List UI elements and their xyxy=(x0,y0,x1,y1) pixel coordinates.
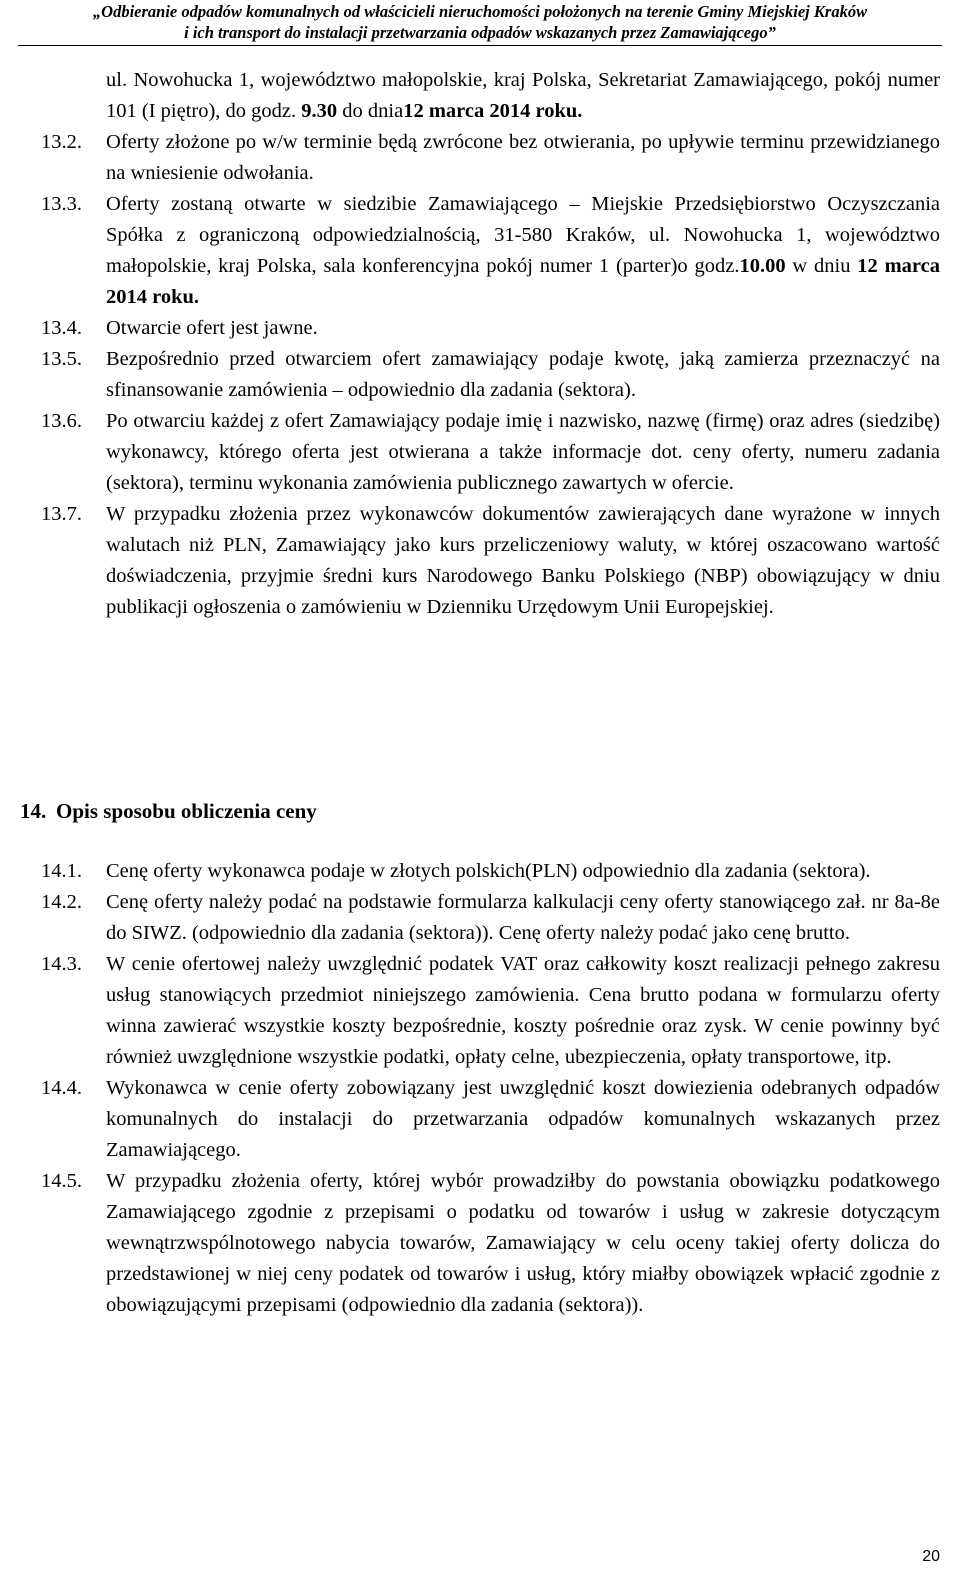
item-text: Oferty zostaną otwarte w siedzibie Zamawiającego – Miejskie Przedsiębiorstwo Oczyszczania Spółka z ograniczoną odpowiedzialnością, 31-580 Kraków, ul. Nowohucka 1, województwo małopolskie, kraj Polska, sala konferencyjna pokój numer 1 (parter)o godz.10.00 w dniu 12 marca 2014 roku. xyxy=(106,193,941,308)
page-number: 20 xyxy=(922,1548,940,1565)
item-number: 13.5. xyxy=(41,348,82,370)
list-item-13-3 xyxy=(41,189,941,313)
list-item-14-4 xyxy=(41,1073,940,1166)
list-item-14-1 xyxy=(41,856,940,887)
item-number: 14.5. xyxy=(41,1170,82,1192)
list-item-14-3 xyxy=(41,949,940,1073)
section-heading-14 xyxy=(20,796,317,827)
list-item-13-5 xyxy=(41,344,940,406)
item-text: Oferty złożone po w/w terminie będą zwrócone bez otwierania, po upływie terminu przewidzianego na wniesienie odwołania. xyxy=(106,131,940,184)
item-text: Bezpośrednio przed otwarciem ofert zamawiający podaje kwotę, jaką zamierza przeznaczyć na sfinansowanie zamówienia – odpowiednio dla zadania (sektora). xyxy=(106,348,940,401)
item-number: 13.3. xyxy=(41,193,82,215)
item-number: 14.3. xyxy=(41,953,82,975)
section-14-body xyxy=(41,856,940,1321)
list-item-13-4 xyxy=(41,313,940,344)
list-item-13-7 xyxy=(41,499,940,623)
item-number: 13.4. xyxy=(41,317,82,339)
header-line-1: „Odbieranie odpadów komunalnych od właścicieli nieruchomości położonych na terenie Gminy Miejskiej Kraków xyxy=(92,2,868,21)
list-item-13-2 xyxy=(41,127,940,189)
continuation-paragraph: ul. Nowohucka 1, województwo małopolskie, kraj Polska, Sekretariat Zamawiającego, pokój numer 101 (I piętro), do godz. 9.30 do dnia12 marca 2014 roku. xyxy=(106,69,940,122)
list-item-14-2 xyxy=(41,887,940,949)
list-item-14-5 xyxy=(41,1166,940,1321)
item-text: Cenę oferty wykonawca podaje w złotych polskich(PLN) odpowiednio dla zadania (sektora). xyxy=(106,860,871,882)
list-item-13-6 xyxy=(41,406,940,499)
item-number: 13.6. xyxy=(41,410,82,432)
item-number: 14.1. xyxy=(41,860,82,882)
item-text: W cenie ofertowej należy uwzględnić podatek VAT oraz całkowity koszt realizacji pełnego zakresu usług stanowiących przedmiot niniejszego zamówienia. Cena brutto podana w formularzu oferty winna zawierać wszystkie koszty bezpośrednie, koszty pośrednie oraz zysk. W cenie powinny być również uwzględnione wszystkie podatki, opłaty celne, ubezpieczenia, opłaty transportowe, itp. xyxy=(106,953,940,1068)
item-number: 13.7. xyxy=(41,503,82,525)
running-header xyxy=(0,0,960,43)
section-13-body xyxy=(41,65,941,623)
header-line-2: i ich transport do instalacji przetwarzania odpadów wskazanych przez Zamawiającego” xyxy=(184,23,776,42)
item-text: W przypadku złożenia przez wykonawców dokumentów zawierających dane wyrażone w innych walutach niż PLN, Zamawiający jako kurs przeliczeniowy waluty, w której oszacowano wartość doświadczenia, przyjmie średni kurs Narodowego Banku Polskiego (NBP) obowiązujący w dniu publikacji ogłoszenia o zamówieniu w Dzienniku Urzędowym Unii Europejskiej. xyxy=(106,503,940,618)
item-text: W przypadku złożenia oferty, której wybór prowadziłby do powstania obowiązku podatkowego Zamawiającego zgodnie z przepisami o podatku od towarów i usług w zakresie dotyczącym wewnątrzwspólnotowego nabycia towarów, Zamawiający w celu oceny takiej oferty dolicza do przedstawionej w niej ceny podatek od towarów i usług, który miałby obowiązek wpłacić zgodnie z obowiązującymi przepisami (odpowiednio dla zadania (sektora)). xyxy=(106,1170,940,1316)
item-text: Wykonawca w cenie oferty zobowiązany jest uwzględnić koszt dowiezienia odebranych odpadów komunalnych do instalacji do przetwarzania odpadów komunalnych wskazanych przez Zamawiającego. xyxy=(106,1077,940,1161)
section-title: Opis sposobu obliczenia ceny xyxy=(56,799,317,823)
header-rule xyxy=(18,45,942,46)
item-text: Otwarcie ofert jest jawne. xyxy=(106,317,318,339)
item-text: Po otwarciu każdej z ofert Zamawiający podaje imię i nazwisko, nazwę (firmę) oraz adres (siedzibę) wykonawcy, którego oferta jest otwierana a także informacje dot. ceny oferty, numeru zadania (sektora), terminu wykonania zamówienia publicznego zawartych w ofercie. xyxy=(106,410,940,494)
item-number: 13.2. xyxy=(41,131,82,153)
item-text: Cenę oferty należy podać na podstawie formularza kalkulacji ceny oferty stanowiącego zał. nr 8a-8e do SIWZ. (odpowiednio dla zadania (sektora)). Cenę oferty należy podać jako cenę brutto. xyxy=(106,891,940,944)
item-number: 14.4. xyxy=(41,1077,82,1099)
item-number: 14.2. xyxy=(41,891,82,913)
section-number: 14. xyxy=(20,799,47,823)
